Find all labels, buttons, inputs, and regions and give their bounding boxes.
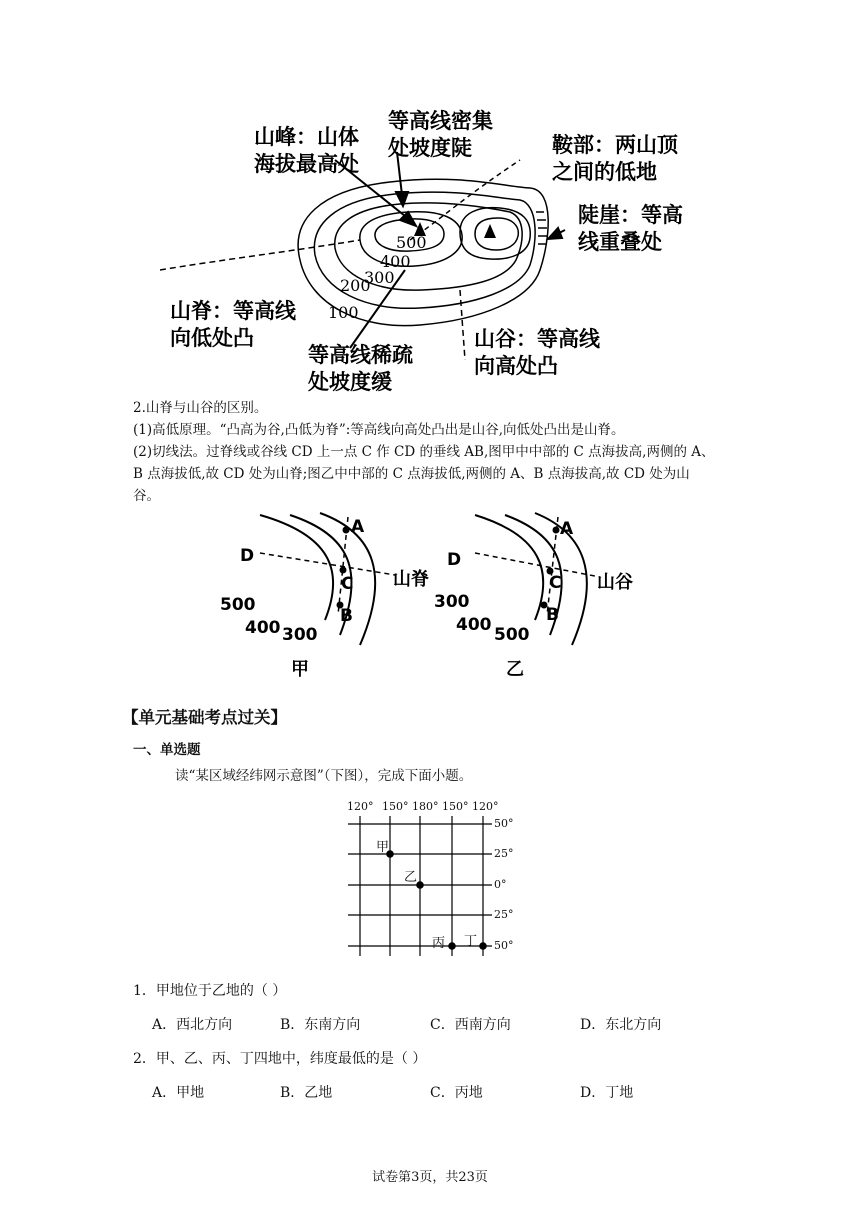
fig2-left-point-c: C — [341, 574, 354, 594]
label-ridge: 山脊：等高线 向低处凸 — [170, 299, 296, 350]
lon-label-5: 120° — [472, 800, 499, 813]
question-1-option-a: A．西北方向 — [152, 1017, 233, 1033]
label-peak: 山峰：山体 海拔最高处 — [254, 125, 359, 176]
contour-label-100: 100 — [328, 303, 359, 322]
fig2-right-contour-300: 300 — [434, 592, 470, 612]
fig2-left-contour-400: 400 — [245, 618, 281, 638]
question-1-option-d: D．东北方向 — [580, 1017, 662, 1033]
fig2-right-point-d: D — [447, 550, 462, 570]
label-sparse: 等高线稀疏 处坡度缓 — [308, 343, 413, 394]
label-valley: 山谷：等高线 向高处凸 — [474, 327, 600, 378]
contour-label-200: 200 — [340, 276, 371, 295]
question-2-option-a: A．甲地 — [152, 1085, 205, 1101]
fig2-right-point-a: A — [560, 519, 574, 539]
point-label-bing: 丙 — [432, 936, 446, 951]
fig2-right-contour-500: 500 — [494, 625, 530, 645]
paragraph-tangent-3: 谷。 — [133, 488, 160, 504]
question-2-option-c: C．丙地 — [430, 1085, 483, 1101]
point-label-jia: 甲 — [376, 840, 390, 855]
fig2-right-contour-400: 400 — [456, 615, 492, 635]
fig2-right-type-label: 山谷 — [597, 572, 633, 593]
lat-label-5: 50° — [494, 939, 514, 952]
label-saddle: 鞍部：两山顶 之间的低地 — [552, 133, 678, 184]
fig2-right-point-b: B — [546, 605, 559, 625]
section-title: 【单元基础考点过关】 — [122, 708, 287, 727]
paragraph-tangent-1: (2)切线法。过脊线或谷线 CD 上一点 C 作 CD 的垂线 AB,图甲中中部的 C 点海拔高,两侧的 A、 — [133, 444, 715, 460]
lat-label-4: 25° — [494, 908, 514, 921]
fig2-right-caption: 乙 — [506, 659, 524, 680]
question-2-stem: 2．甲、乙、丙、丁四地中，纬度最低的是（ ） — [133, 1051, 427, 1067]
fig2-left-point-a: A — [351, 517, 365, 537]
point-bing — [448, 942, 456, 950]
lon-label-4: 150° — [442, 800, 469, 813]
right-peak-triangle — [484, 224, 496, 238]
lat-label-3: 0° — [494, 878, 507, 891]
fig2-left-point-d: D — [240, 546, 255, 566]
point-ding — [479, 942, 487, 950]
lat-label-2: 25° — [494, 847, 514, 860]
contour-label-500: 500 — [396, 233, 427, 252]
question-1-option-b: B．东南方向 — [280, 1017, 361, 1033]
lon-label-3: 180° — [412, 800, 439, 813]
contour-label-400: 400 — [380, 252, 411, 271]
fig2-left-contour-300: 300 — [282, 625, 318, 645]
paragraph-principle: (1)高低原理。“凸高为谷,凸低为脊”:等高线向高处凸出是山谷,向低处凸出是山脊。 — [133, 422, 625, 438]
label-cliff: 陡崖：等高 线重叠处 — [578, 203, 683, 254]
paragraph-tangent-2: B 点海拔低,故 CD 处为山脊;图乙中中部的 C 点海拔低,两侧的 A、B 点海拔高,故 CD 处为山 — [133, 466, 690, 482]
section-subtitle: 一、单选题 — [133, 742, 201, 758]
lon-label-2: 150° — [382, 800, 409, 813]
right-peak-contour-inner — [475, 218, 518, 250]
page-footer: 试卷第3页，共23页 — [372, 1170, 488, 1185]
fig2-left-caption: 甲 — [291, 659, 309, 680]
fig2-left-contour-500: 500 — [220, 595, 256, 615]
question-1-option-c: C．西南方向 — [430, 1017, 511, 1033]
contour-label-300: 300 — [364, 268, 395, 287]
question-1-stem: 1．甲地位于乙地的（ ） — [133, 983, 287, 999]
section-intro: 读“某区域经纬网示意图”（下图），完成下面小题。 — [175, 768, 473, 784]
fig2-right-point-c: C — [549, 573, 562, 593]
point-label-yi: 乙 — [404, 870, 418, 885]
point-yi — [416, 881, 424, 889]
heading-ridge-valley: 2.山脊与山谷的区别。 — [133, 400, 268, 416]
lat-label-1: 50° — [494, 817, 514, 830]
lon-label-1: 120° — [347, 800, 374, 813]
point-label-ding: 丁 — [464, 934, 478, 949]
question-2-option-d: D．丁地 — [580, 1085, 634, 1101]
label-dense: 等高线密集 处坡度陡 — [388, 109, 493, 160]
fig2-left-point-b: B — [340, 606, 353, 626]
question-2-option-b: B．乙地 — [280, 1085, 333, 1101]
fig2-left-type-label: 山脊 — [393, 569, 429, 590]
